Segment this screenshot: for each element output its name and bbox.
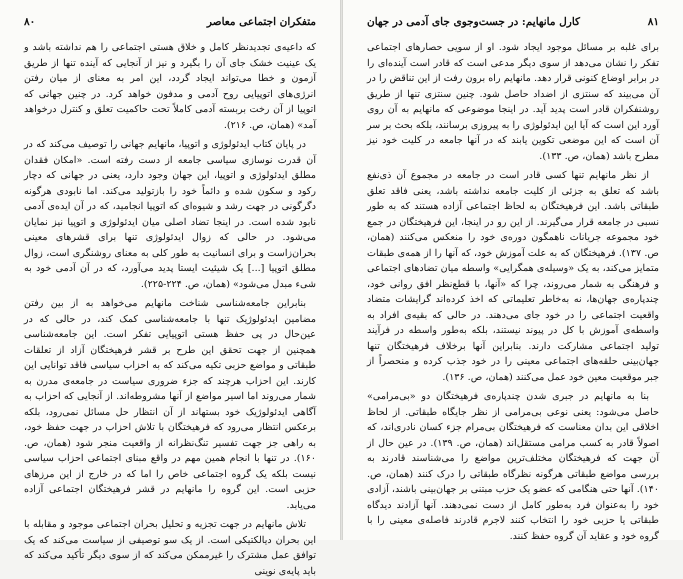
left-page-header — [24, 16, 316, 30]
left-page — [0, 0, 340, 577]
paragraph: که داعیه‌ی تجدیدنظر کامل و خلاق هستی اجتماعی را هم نداشته باشد و یک عینیت خشک جای آن را بگیرد و نیز از آنجایی که آینده تنها از طریق آزمون و خطا می‌تواند ایجاد گردد، این امر به معنای از میان رفتن انرژی‌های اتوپیایی روح آدمی و مدفون خواهد کرد. در چنین جهانی که اتوپیا از آن رخت بربسته آدمی کاملاً تحت حاکمیت تعلق و کنترل درخواهد آمد» (همان، ص. ۲۱۶). — [24, 42, 316, 131]
right-page-number: ۸۱ — [647, 16, 659, 28]
left-page-number: ۸۰ — [24, 16, 36, 28]
left-running-title: متفکران اجتماعی معاصر — [206, 16, 316, 28]
right-page-body — [367, 40, 659, 542]
paragraph: از نظر مانهایم تنها کسی قادر است در جامعه در مجموع آن ذی‌نفع باشد که تعلق به جزئی از کلیت جامعه نداشته باشد، یعنی فاقد تعلق طبقاتی باشد. این فرهیختگان به لحاظ اجتماعی آزاده هستند که به طور نسبی در جامعه قرار می‌گیرند. از این رو در اینجا، این فرهیختگان در جمع خود مجموعه جریانات ناهمگون دوره‌ی خود را منعکس می‌کنند (همان، ص. ۱۳۷). فرهیختگان که به علت آموزش خود، که آنها را از همه‌ی طبقات متمایز می‌کند، به یک «وسیله‌ی همگرایی» واسطه میان تضادهای اجتماعی و فرهنگی به شمار می‌روند، چرا که «آنها، با قطع‌نظر افق روانی خود، چندپاره‌ی جهان‌ها، نه به‌خاطر تعلیماتی که اخذ کرده‌اند گرایشات متضاد واقعیت اجتماعی را در خود جای می‌دهند. در حالی که بقیه‌ی افراد به واسطه‌ی آموزش با کل در پیوند نیستند، بلکه به‌طور واسطه در فرآیند تولید اجتماعی مشارکت دارند. بنابراین آنها برخلاف فرهیختگان تنها جهان‌بینی حلقه‌های اجتماعی معینی را در خود جذب کرده و منحصراً از جبر موقعیت معین خود عمل می‌کنند (همان، ص. ۱۳۶). — [367, 170, 659, 383]
paragraph: بنا به مانهایم در جبری شدن چندپاره‌ی فرهیختگان دو «بی‌مرامی» حاصل می‌شود: یعنی نوعی بی‌مرامی از نظر جایگاه طبقاتی. از لحاظ اخلاقی این بدان معناست که فرهیختگان بی‌مرام جزء کسان نادری‌اند، که اصولاً قادر به کسب مرامی مستقل‌اند (همان، ص. ۱۳۹). در عین حال از آن جهت که فرهیختگان مختلف‌ترین مواضع را می‌شناسند قادرند به بررسی مواضع طبقاتی هرگونه نظرگاه طبقاتی را درک کنند (همان، ص. ۱۴۰). آنها حتی هنگامی که عضو یک حزب مبتنی بر جهان‌بینی باشند، آزادی خود را به‌عنوان فرد به‌طور کامل از دست نمی‌دهند. آنها آزادند دیدگاه طبقاتی یا حزبی خود را انتخاب کنند لاجرم قادرند فاصله‌ی معینی را با گروه خود و عقاید آن گروه حفظ کنند. — [367, 391, 659, 542]
paragraph: بنابراین جامعه‌شناسی شناخت مانهایم می‌خواهد به از بین رفتن مضامین ایدئولوژیک تنها با جامعه‌شناسی کمک کند، در حالی که در عین‌حال در پی حفظ هستی اتوپیایی تفکر است. این جامعه‌شناسی همچنین از جهت تحقق این طرح بر قشر فرهیختگان آزاد از تعلقات طبقاتی و مواضع حزبی تکیه می‌کند که به احزاب سیاسی فاقد توانایی این کارند. این احزاب هرچند که جزء ضروری سیاست در جامعه‌ی مدرن به شمار می‌روند اما اسیر مواضع از آنها مشروطه‌اند. از آنجایی که احزاب به آگاهی ایدئولوژیک خود بستهاند از آن انتظار حل مسائل نمی‌رود، بلکه برعکس انتظار می‌رود که فرهیختگان با تلاش احزاب در جهت حفظ خود، به راهی جز جهت تفسیر تنگ‌نظرانه از واقعیت منجر شود (همان، ص. ۱۶۰). در تنها با انجام همین مهم در واقع مبنای اجتماعی احزاب سیاسی نیست بلکه یک گروه اجتماعی خاص را اما که در خارج از این مرزهای حزبی است. این گروه را مانهایم در قشر فرهیختگان اجتماعی آزاده می‌یابد. — [24, 298, 316, 511]
right-running-title: کارل مانهایم: در جست‌وجوی جای آدمی در جهان — [367, 16, 581, 28]
paragraph: در پایان کتاب ایدئولوژی و اتوپیا، مانهایم جهانی را توصیف می‌کند که در آن قدرت نوسازی سیاسی جامعه از دست رفته است. «امکان فقدان مطلق ایدئولوژی و اتوپیا، این جهان وجود دارد، یعنی در جهانی که دچار رکود و سکون شده و دائماً خود را بازتولید می‌کند. اما نابودی هرگونه دگرگونی در جهت رشد و شیوه‌ای که اتوپیا انجامید، که در آن ایده‌ی آدمی نابود شده است. در اینجا تضاد اصلی میان ایدئولوژی و اتوپیا نیز نمایان می‌شود. در حالی که زوال ایدئولوژی تنها برای قشرهای معینی بحران‌زاست و برای انسانیت به طور کلی به معنای روشنگری است، زوال مطلق اتوپیا [...] یک شیئیت ایستا پدید می‌آورد، که در آن آدمی خود به شیء مبدل می‌شود» (همان، ص. ۲۲۴-۲۲۵). — [24, 139, 316, 290]
paragraph: برای غلبه بر مسائل موجود ایجاد شود. او از سویی حصارهای اجتماعی تفکر را نشان می‌دهد از سوی دیگر مدعی است که قادر است آینده‌ای را در برابر اوضاع کنونی قرار دهد. مانهایم راه برون رفت از این تناقض را در آن می‌بیند که سنتزی از اضداد حاصل شود. چنین سنتزی تنها از طریق روشنفکران قادر است پدید آید. در اینجا موضوعی که مانهایم به آن روی آورد این است که آیا این ایدئولوژی را به پیروزی برسانند، بلکه بحث بر سر آن است که این موضعی تکوین یابند که در آنها جامعه در کلیت خود نیز مطرح باشد (همان، ص. ۱۳۳). — [367, 42, 659, 162]
left-page-body — [24, 40, 316, 577]
right-page-header — [367, 16, 659, 30]
paragraph: تلاش مانهایم در جهت تجزیه و تحلیل بحران اجتماعی موجود و مقابله با این بحران دیالکتیکی است. از یک سو توصیفی از سیاست می‌کند که یک توافق عمل مشترک را غیرممکن می‌کند که از سوی دیگر تأکید می‌کند که باید پایه‌ی نوینی — [24, 519, 316, 577]
right-page — [343, 0, 683, 540]
